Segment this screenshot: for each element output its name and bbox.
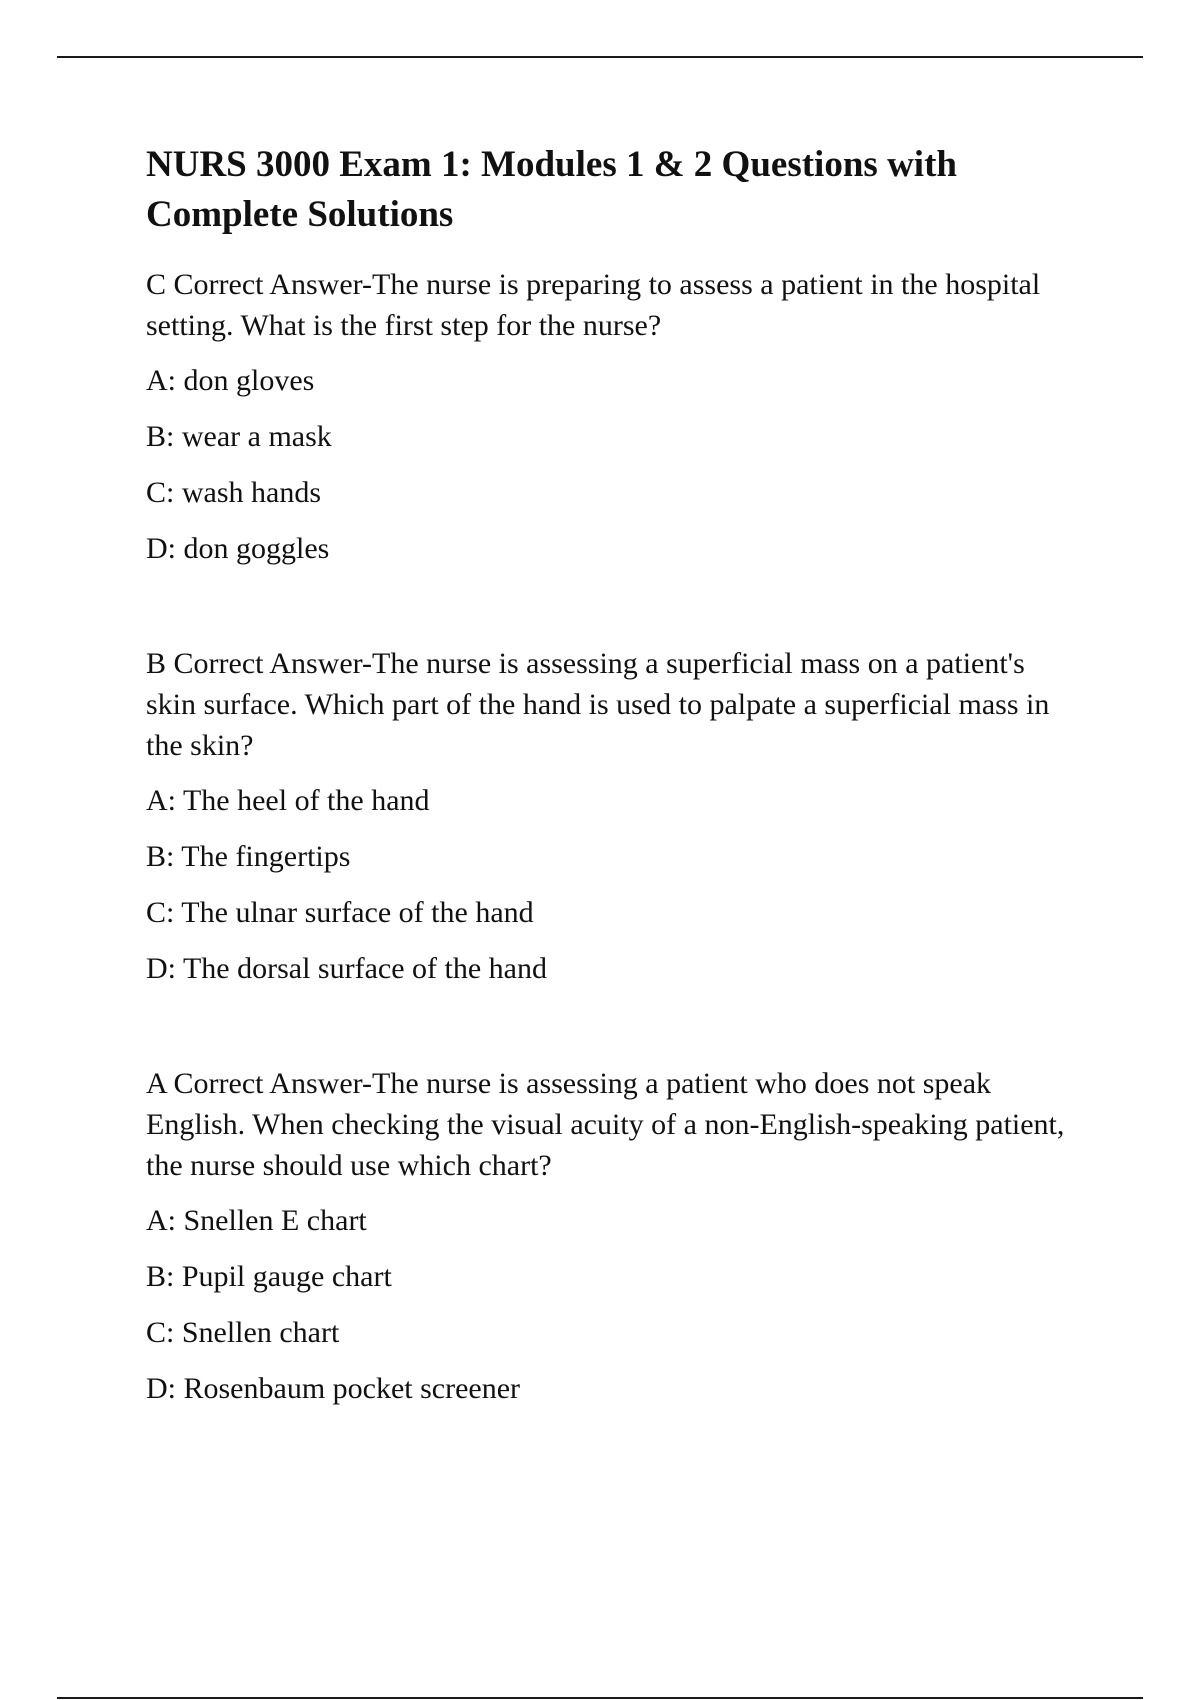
option-c: C: The ulnar surface of the hand <box>146 896 534 929</box>
question-3 <box>146 1063 1076 1409</box>
question-text: B Correct Answer-The nurse is assessing a superficial mass on a patient's skin surface. Which part of the hand is used to palpate a superficial mass in the skin? <box>146 647 1050 762</box>
option-c: C: wash hands <box>146 476 321 509</box>
document-title: NURS 3000 Exam 1: Modules 1 & 2 Questions with Complete Solutions <box>146 144 957 235</box>
answer-options <box>146 1200 1076 1409</box>
option-b: B: wear a mask <box>146 420 332 453</box>
question-1 <box>146 264 1076 569</box>
option-d: D: don goggles <box>146 532 330 565</box>
answer-options <box>146 780 1076 989</box>
option-d: D: The dorsal surface of the hand <box>146 952 547 985</box>
option-a: A: The heel of the hand <box>146 784 430 817</box>
document-body <box>146 140 1076 1483</box>
question-2 <box>146 643 1076 989</box>
option-c: C: Snellen chart <box>146 1316 340 1349</box>
option-b: B: The fingertips <box>146 840 351 873</box>
option-d: D: Rosenbaum pocket screener <box>146 1372 521 1405</box>
question-text: A Correct Answer-The nurse is assessing a patient who does not speak English. When checking the visual acuity of a non-English-speaking patient, the nurse should use which chart? <box>146 1067 1065 1182</box>
top-divider <box>57 56 1143 58</box>
answer-options <box>146 360 1076 569</box>
option-a: A: Snellen E chart <box>146 1204 367 1237</box>
bottom-divider <box>57 1697 1143 1699</box>
question-text: C Correct Answer-The nurse is preparing to assess a patient in the hospital setting. What is the first step for the nurse? <box>146 268 1041 342</box>
option-a: A: don gloves <box>146 364 315 397</box>
option-b: B: Pupil gauge chart <box>146 1260 392 1293</box>
